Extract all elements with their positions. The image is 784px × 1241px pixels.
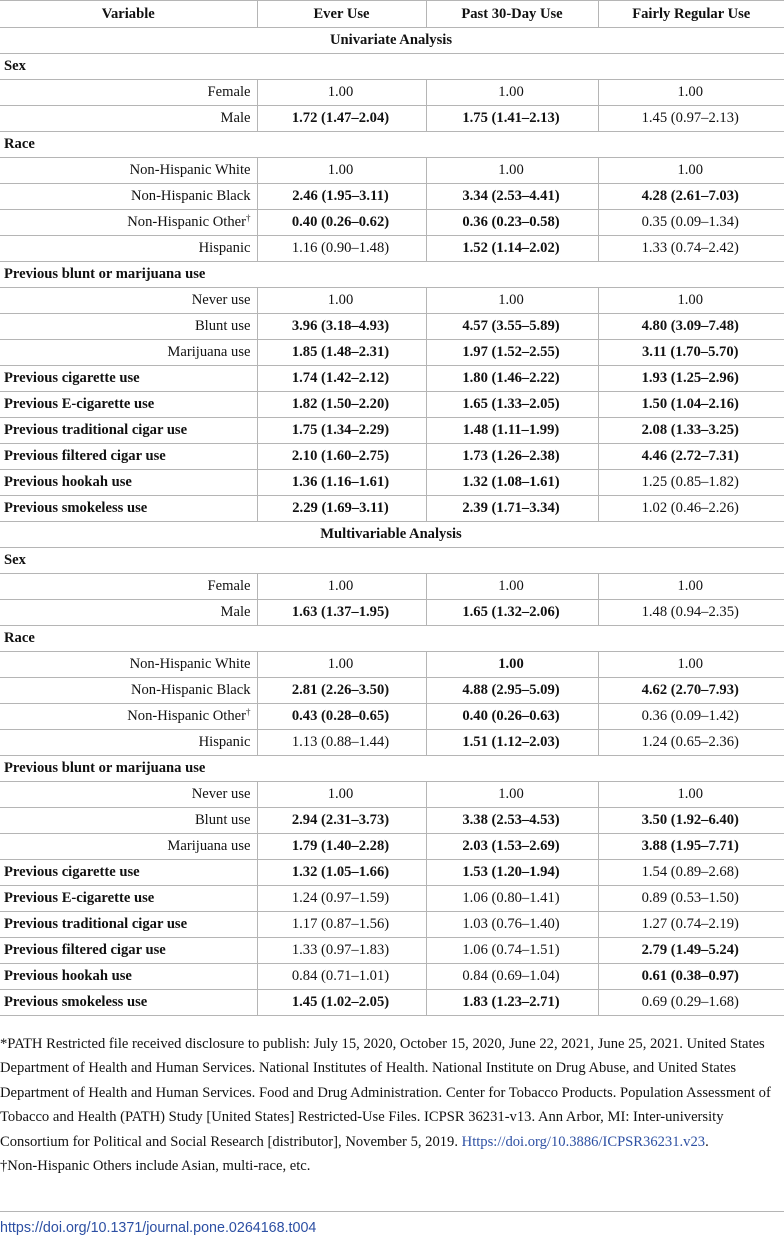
row-label-text: Female: [207, 578, 251, 594]
row-label-text: Non-Hispanic Other: [127, 214, 246, 230]
row-label: [0, 418, 257, 444]
table-row: [0, 366, 784, 392]
footnote-source: [0, 1032, 774, 1154]
group-label: Previous blunt or marijuana use: [0, 262, 784, 288]
table-cell-regular: 1.50 (1.04–2.16): [598, 392, 784, 418]
table-row: [0, 912, 784, 938]
row-label: [0, 80, 257, 106]
table-cell-past: 1.00: [426, 782, 598, 808]
table-row: [0, 886, 784, 912]
table-cell-ever: 1.85 (1.48–2.31): [257, 340, 426, 366]
table-cell-regular: 1.48 (0.94–2.35): [598, 600, 784, 626]
row-label-text: Female: [207, 84, 251, 100]
table-cell-regular: 3.11 (1.70–5.70): [598, 340, 784, 366]
table-cell-ever: 1.32 (1.05–1.66): [257, 860, 426, 886]
table-row: [0, 782, 784, 808]
table-cell-ever: 1.63 (1.37–1.95): [257, 600, 426, 626]
table-cell-regular: 1.00: [598, 574, 784, 600]
row-label-text: Non-Hispanic White: [129, 162, 251, 178]
row-label-text: Previous smokeless use: [4, 500, 148, 516]
table-cell-ever: 0.84 (0.71–1.01): [257, 964, 426, 990]
row-label-text: Previous smokeless use: [4, 994, 148, 1010]
table-row: [0, 652, 784, 678]
table-row: [0, 470, 784, 496]
row-label: [0, 860, 257, 886]
table-row: [0, 704, 784, 730]
section-title: Multivariable Analysis: [0, 522, 784, 548]
table-footnotes: [0, 1032, 774, 1178]
table-row: [0, 106, 784, 132]
table-cell-regular: 1.00: [598, 782, 784, 808]
table-cell-ever: 1.00: [257, 80, 426, 106]
table-cell-past: 4.88 (2.95–5.09): [426, 678, 598, 704]
table-cell-past: 1.06 (0.80–1.41): [426, 886, 598, 912]
table-cell-regular: 1.27 (0.74–2.19): [598, 912, 784, 938]
row-label-text: Hispanic: [198, 734, 251, 750]
header-row: [0, 1, 784, 28]
table-cell-regular: 4.62 (2.70–7.93): [598, 678, 784, 704]
table-cell-past: 0.36 (0.23–0.58): [426, 210, 598, 236]
row-label-text: Blunt use: [194, 318, 251, 334]
group-label-row: [0, 54, 784, 80]
table-cell-regular: 4.46 (2.72–7.31): [598, 444, 784, 470]
table-cell-ever: 2.81 (2.26–3.50): [257, 678, 426, 704]
table-cell-regular: 1.93 (1.25–2.96): [598, 366, 784, 392]
table-cell-past: 1.00: [426, 80, 598, 106]
row-label: [0, 678, 257, 704]
table-cell-past: 1.00: [426, 288, 598, 314]
footnote-dagger: †Non-Hispanic Others include Asian, multi-race, etc.: [0, 1158, 311, 1175]
table-cell-past: 1.32 (1.08–1.61): [426, 470, 598, 496]
row-label: [0, 808, 257, 834]
row-label: [0, 652, 257, 678]
table-row: [0, 938, 784, 964]
table-row: [0, 600, 784, 626]
row-label: [0, 236, 257, 262]
row-label-text: Previous cigarette use: [4, 864, 140, 880]
section-title: Univariate Analysis: [0, 28, 784, 54]
row-label-text: Previous cigarette use: [4, 370, 140, 386]
row-label: [0, 574, 257, 600]
table-cell-ever: 2.10 (1.60–2.75): [257, 444, 426, 470]
col-header-ever-use: Ever Use: [257, 1, 426, 28]
table-cell-past: 1.00: [426, 652, 598, 678]
group-label-row: [0, 756, 784, 782]
footnote-period: .: [705, 1133, 709, 1150]
table-row: [0, 288, 784, 314]
row-label-text: Previous E-cigarette use: [4, 890, 155, 906]
doi-divider: [0, 1211, 784, 1212]
row-label: [0, 314, 257, 340]
table-cell-ever: 1.16 (0.90–1.48): [257, 236, 426, 262]
table-cell-ever: 0.40 (0.26–0.62): [257, 210, 426, 236]
table-cell-ever: 0.43 (0.28–0.65): [257, 704, 426, 730]
row-label-text: Previous E-cigarette use: [4, 396, 155, 412]
section-title-row: [0, 28, 784, 54]
table-cell-ever: 1.79 (1.40–2.28): [257, 834, 426, 860]
row-label-text: Marijuana use: [167, 838, 251, 854]
table-cell-regular: 4.80 (3.09–7.48): [598, 314, 784, 340]
dagger-mark: †: [246, 213, 251, 223]
table-cell-ever: 2.29 (1.69–3.11): [257, 496, 426, 522]
table-row: [0, 80, 784, 106]
table-cell-ever: 1.36 (1.16–1.61): [257, 470, 426, 496]
table-row: [0, 496, 784, 522]
row-label: [0, 366, 257, 392]
group-label-row: [0, 262, 784, 288]
row-label: [0, 288, 257, 314]
row-label-text: Non-Hispanic Black: [130, 188, 251, 204]
table-row: [0, 574, 784, 600]
row-label-text: Blunt use: [194, 812, 251, 828]
table-cell-ever: 1.33 (0.97–1.83): [257, 938, 426, 964]
table-cell-ever: 1.45 (1.02–2.05): [257, 990, 426, 1016]
table-cell-ever: 1.00: [257, 574, 426, 600]
row-label: [0, 938, 257, 964]
row-label-text: Previous filtered cigar use: [4, 942, 166, 958]
table-cell-ever: 3.96 (3.18–4.93): [257, 314, 426, 340]
table-cell-regular: 0.89 (0.53–1.50): [598, 886, 784, 912]
table-cell-regular: 1.45 (0.97–2.13): [598, 106, 784, 132]
table-cell-ever: 1.00: [257, 652, 426, 678]
row-label-text: Previous traditional cigar use: [4, 916, 188, 932]
table-cell-past: 0.40 (0.26–0.63): [426, 704, 598, 730]
table-cell-ever: 1.17 (0.87–1.56): [257, 912, 426, 938]
table-cell-past: 1.51 (1.12–2.03): [426, 730, 598, 756]
row-label: [0, 782, 257, 808]
table-cell-past: 3.34 (2.53–4.41): [426, 184, 598, 210]
table-cell-regular: 2.08 (1.33–3.25): [598, 418, 784, 444]
table-cell-regular: 1.00: [598, 288, 784, 314]
table-row: [0, 860, 784, 886]
row-label: [0, 964, 257, 990]
table-row: [0, 444, 784, 470]
table-cell-past: 1.73 (1.26–2.38): [426, 444, 598, 470]
table-cell-regular: 1.00: [598, 158, 784, 184]
table-cell-past: 3.38 (2.53–4.53): [426, 808, 598, 834]
table-row: [0, 808, 784, 834]
table-cell-regular: 1.33 (0.74–2.42): [598, 236, 784, 262]
group-label-row: [0, 548, 784, 574]
table-doi-link[interactable]: https://doi.org/10.1371/journal.pone.0264168.t004: [0, 1220, 317, 1236]
table-cell-regular: 1.25 (0.85–1.82): [598, 470, 784, 496]
row-label: [0, 834, 257, 860]
row-label: [0, 158, 257, 184]
table-cell-past: 2.03 (1.53–2.69): [426, 834, 598, 860]
group-label: Previous blunt or marijuana use: [0, 756, 784, 782]
table-row: [0, 158, 784, 184]
row-label: [0, 470, 257, 496]
table-row: [0, 314, 784, 340]
table-cell-regular: 0.61 (0.38–0.97): [598, 964, 784, 990]
row-label: [0, 210, 257, 236]
dagger-mark: †: [246, 707, 251, 717]
row-label: [0, 886, 257, 912]
row-label: [0, 444, 257, 470]
table-cell-past: 0.84 (0.69–1.04): [426, 964, 598, 990]
row-label-text: Previous hookah use: [4, 968, 132, 984]
row-label-text: Hispanic: [198, 240, 251, 256]
row-label: [0, 600, 257, 626]
group-label: Race: [0, 132, 784, 158]
table-cell-regular: 2.79 (1.49–5.24): [598, 938, 784, 964]
row-label: [0, 704, 257, 730]
table-cell-ever: 1.00: [257, 288, 426, 314]
table-row: [0, 340, 784, 366]
group-label-row: [0, 626, 784, 652]
row-label-text: Previous hookah use: [4, 474, 132, 490]
footnote-doi-link[interactable]: Https://doi.org/10.3886/ICPSR36231.v23: [461, 1133, 706, 1150]
row-label-text: Previous filtered cigar use: [4, 448, 166, 464]
table-cell-past: 1.52 (1.14–2.02): [426, 236, 598, 262]
table-cell-ever: 1.00: [257, 782, 426, 808]
col-header-variable: Variable: [0, 1, 257, 28]
row-label-text: Male: [220, 604, 251, 620]
table-row: [0, 990, 784, 1016]
row-label: [0, 184, 257, 210]
table-cell-past: 1.83 (1.23–2.71): [426, 990, 598, 1016]
table-cell-ever: 1.72 (1.47–2.04): [257, 106, 426, 132]
row-label: [0, 912, 257, 938]
table-cell-past: 1.65 (1.33–2.05): [426, 392, 598, 418]
row-label-text: Previous traditional cigar use: [4, 422, 188, 438]
table-row: [0, 964, 784, 990]
section-title-row: [0, 522, 784, 548]
table-cell-ever: 2.46 (1.95–3.11): [257, 184, 426, 210]
table-cell-past: 1.00: [426, 574, 598, 600]
table-row: [0, 834, 784, 860]
table-row: [0, 184, 784, 210]
table-row: [0, 678, 784, 704]
table-cell-ever: 2.94 (2.31–3.73): [257, 808, 426, 834]
table-cell-ever: 1.13 (0.88–1.44): [257, 730, 426, 756]
row-label-text: Marijuana use: [167, 344, 251, 360]
col-header-past-30-day-use: Past 30-Day Use: [426, 1, 598, 28]
table-cell-past: 1.80 (1.46–2.22): [426, 366, 598, 392]
row-label-text: Male: [220, 110, 251, 126]
table-cell-ever: 1.75 (1.34–2.29): [257, 418, 426, 444]
table-cell-past: 1.06 (0.74–1.51): [426, 938, 598, 964]
col-header-fairly-regular-use: Fairly Regular Use: [598, 1, 784, 28]
row-label-text: Never use: [191, 292, 251, 308]
group-label: Race: [0, 626, 784, 652]
table-cell-past: 1.97 (1.52–2.55): [426, 340, 598, 366]
table-row: [0, 418, 784, 444]
group-label: Sex: [0, 54, 784, 80]
row-label-text: Non-Hispanic Other: [127, 708, 246, 724]
row-label: [0, 392, 257, 418]
table-cell-past: 1.65 (1.32–2.06): [426, 600, 598, 626]
table-cell-regular: 3.50 (1.92–6.40): [598, 808, 784, 834]
table-cell-regular: 4.28 (2.61–7.03): [598, 184, 784, 210]
table-cell-regular: 0.35 (0.09–1.34): [598, 210, 784, 236]
table-cell-past: 1.75 (1.41–2.13): [426, 106, 598, 132]
group-label: Sex: [0, 548, 784, 574]
table-cell-regular: 0.36 (0.09–1.42): [598, 704, 784, 730]
group-label-row: [0, 132, 784, 158]
table-cell-ever: 1.00: [257, 158, 426, 184]
row-label-text: Non-Hispanic White: [129, 656, 251, 672]
table-cell-regular: 1.54 (0.89–2.68): [598, 860, 784, 886]
table-cell-past: 2.39 (1.71–3.34): [426, 496, 598, 522]
row-label: [0, 730, 257, 756]
table-cell-ever: 1.74 (1.42–2.12): [257, 366, 426, 392]
table-row: [0, 392, 784, 418]
table-row: [0, 730, 784, 756]
table-cell-regular: 0.69 (0.29–1.68): [598, 990, 784, 1016]
table-cell-past: 1.00: [426, 158, 598, 184]
table-row: [0, 236, 784, 262]
table-cell-regular: 1.24 (0.65–2.36): [598, 730, 784, 756]
table-cell-past: 4.57 (3.55–5.89): [426, 314, 598, 340]
row-label-text: Non-Hispanic Black: [130, 682, 251, 698]
table-cell-past: 1.53 (1.20–1.94): [426, 860, 598, 886]
row-label-text: Never use: [191, 786, 251, 802]
table-cell-regular: 1.00: [598, 80, 784, 106]
footnote-text: *PATH Restricted file received disclosure to publish: July 15, 2020, October 15, 2020, June 22, 2021, June 25, 2021. United States Department of Health and Human Services. National Institutes of Health. National Institute on Drug Abuse, and United States Department of Health and Human Services. Food and Drug Administration. Center for Tobacco Products. Population Assessment of Tobacco and Health (PATH) Study [United States] Restricted-Use Files. ICPSR 36231-v13. Ann Arbor, MI: Inter-university Consortium for Political and Social Research [distributor], November 5, 2019.: [0, 1036, 771, 1150]
table-cell-ever: 1.24 (0.97–1.59): [257, 886, 426, 912]
table-cell-past: 1.03 (0.76–1.40): [426, 912, 598, 938]
table-cell-past: 1.48 (1.11–1.99): [426, 418, 598, 444]
table-cell-ever: 1.82 (1.50–2.20): [257, 392, 426, 418]
table-cell-regular: 1.02 (0.46–2.26): [598, 496, 784, 522]
table-cell-regular: 3.88 (1.95–7.71): [598, 834, 784, 860]
row-label: [0, 106, 257, 132]
table-row: [0, 210, 784, 236]
row-label: [0, 496, 257, 522]
row-label: [0, 990, 257, 1016]
table-cell-regular: 1.00: [598, 652, 784, 678]
row-label: [0, 340, 257, 366]
